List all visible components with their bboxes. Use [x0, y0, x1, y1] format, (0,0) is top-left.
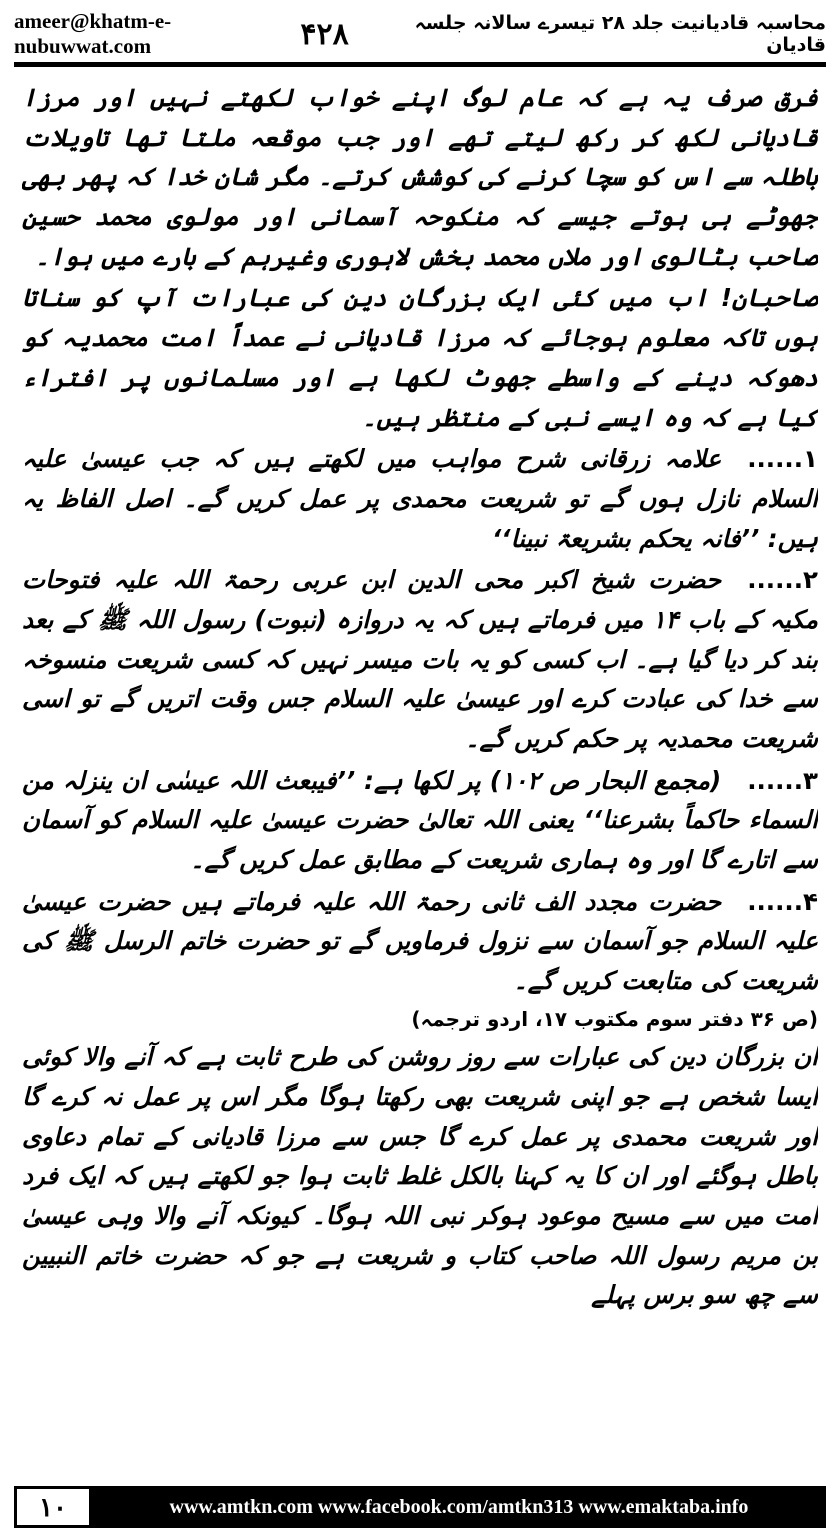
- reference-line: [22, 1003, 818, 1035]
- paragraph: [22, 1037, 818, 1315]
- series-title: محاسبہ قادیانیت جلد ۲۸ تیسرے سالانہ جلسہ قادیان: [414, 12, 826, 56]
- paragraph-number: ۱......: [747, 444, 818, 474]
- paragraph-text: (ص ۳۶ دفتر سوم مکتوب ۱۷، اردو ترجمہ): [411, 1006, 818, 1031]
- numbered-paragraph: [22, 560, 818, 758]
- header-email: ameer@khatm-e-nubuwwat.com: [14, 9, 172, 58]
- paragraph: [22, 278, 818, 437]
- footer-page-number: ۱۰: [14, 1486, 92, 1528]
- page-header: [14, 9, 826, 58]
- footer-links: www.amtkn.com www.facebook.com/amtkn313 www.emaktaba.info: [92, 1486, 826, 1528]
- paragraph-text: فرق صرف یہ ہے کہ عام لوگ اپنے خواب لکھتے نہیں اور مرزا قادیانی لکھ کر رکھ لیتے تھے اور جب موقعہ ملتا تھا تاویلات باطلہ سے اس کو سچا کرنے کی کوشش کرتے۔ مگر شان خدا کہ پھر بھی جھوٹے ہی ہوتے جیسے کہ منکوحہ آسمانی اور مولوی محمد حسین صاحب بٹالوی اور ملاں محمد بخش لاہوری وغیرہم کے بارے میں ہوا۔: [22, 83, 818, 271]
- paragraph-text: (مجمع البحار ص ۱۰۲) پر لکھا ہے: ’’فیبعث اللہ عیسٰی ان ینزلہ من السماء حاکماً بشرعنا‘‘ یعنی اللہ تعالیٰ حضرت عیسیٰ علیہ السلام کو آسمان سے اتارے گا اور وہ ہماری شریعت کے مطابق عمل کریں گے۔: [22, 765, 818, 875]
- paragraph-text: حضرت شیخ اکبر محی الدین ابن عربی رحمۃ اللہ علیہ فتوحات مکیہ کے باب ۱۴ میں فرماتے ہیں کہ یہ دروازہ (نبوت) رسول اللہ ﷺ کے بعد بند کر دیا گیا ہے۔ اب کسی کو یہ بات میسر نہیں کہ کسی شریعت منسوخہ سے خدا کی عبادت کرے اور عیسیٰ علیہ السلام جس وقت اتریں گے تو اسی شریعت محمدیہ پر حکم کریں گے۔: [22, 565, 818, 753]
- paragraph-text: صاحبان! اب میں کئی ایک بزرگان دین کی عبارات آپ کو سناتا ہوں تاکہ معلوم ہوجائے کہ مرزا قادیانی نے عمداً امت محمدیہ کو دھوکہ دینے کے واسطے جھوٹ لکھا ہے اور مسلمانوں پر افتراء کیا ہے کہ وہ ایسے نبی کے منتظر ہیں۔: [22, 283, 818, 432]
- numbered-paragraph: [22, 882, 818, 1001]
- page-footer: [14, 1484, 826, 1530]
- paragraph-number: ۳......: [747, 765, 818, 795]
- header-rule: [14, 62, 826, 67]
- header-page-number: ۴۲۸: [300, 16, 349, 52]
- paragraph-number: ۲......: [747, 565, 818, 595]
- paragraph: [22, 78, 818, 276]
- numbered-paragraph: [22, 439, 818, 558]
- header-title-group: [300, 12, 826, 56]
- paragraph-text: ان بزرگان دین کی عبارات سے روز روشن کی طرح ثابت ہے کہ آنے والا کوئی ایسا شخص ہے جو اپنی شریعت بھی رکھتا ہوگا مگر اس پر عمل نہ کرے گا اور شریعت محمدی پر عمل کرے گا جس سے مرزا قادیانی کے تمام دعاوی باطل ہوگئے اور ان کا یہ کہنا بالکل غلط ثابت ہوا جو لکھتے ہیں کہ ایک فرد امت میں سے مسیح موعود ہوکر نبی اللہ ہوگا۔ کیونکہ آنے والا وہی عیسیٰ بن مریم رسول اللہ صاحب کتاب و شریعت ہے جو کہ حضرت خاتم النبیین سے چھ سو برس پہلے: [22, 1042, 818, 1310]
- numbered-paragraph: [22, 761, 818, 880]
- paragraph-text: حضرت مجدد الف ثانی رحمۃ اللہ علیہ فرماتے ہیں حضرت عیسیٰ علیہ السلام جو آسمان سے نزول فرماویں گے تو حضرت خاتم الرسل ﷺ کی شریعت کی متابعت کریں گے۔: [22, 886, 818, 996]
- paragraph-text: علامہ زرقانی شرح مواہب میں لکھتے ہیں کہ جب عیسیٰ علیہ السلام نازل ہوں گے تو شریعت محمدی پر عمل کریں گے۔ اصل الفاظ یہ ہیں: ’’فانہ یحکم بشریعۃ نبینا‘‘: [22, 444, 818, 553]
- paragraph-number: ۴......: [747, 886, 818, 916]
- page-body: [22, 78, 818, 1438]
